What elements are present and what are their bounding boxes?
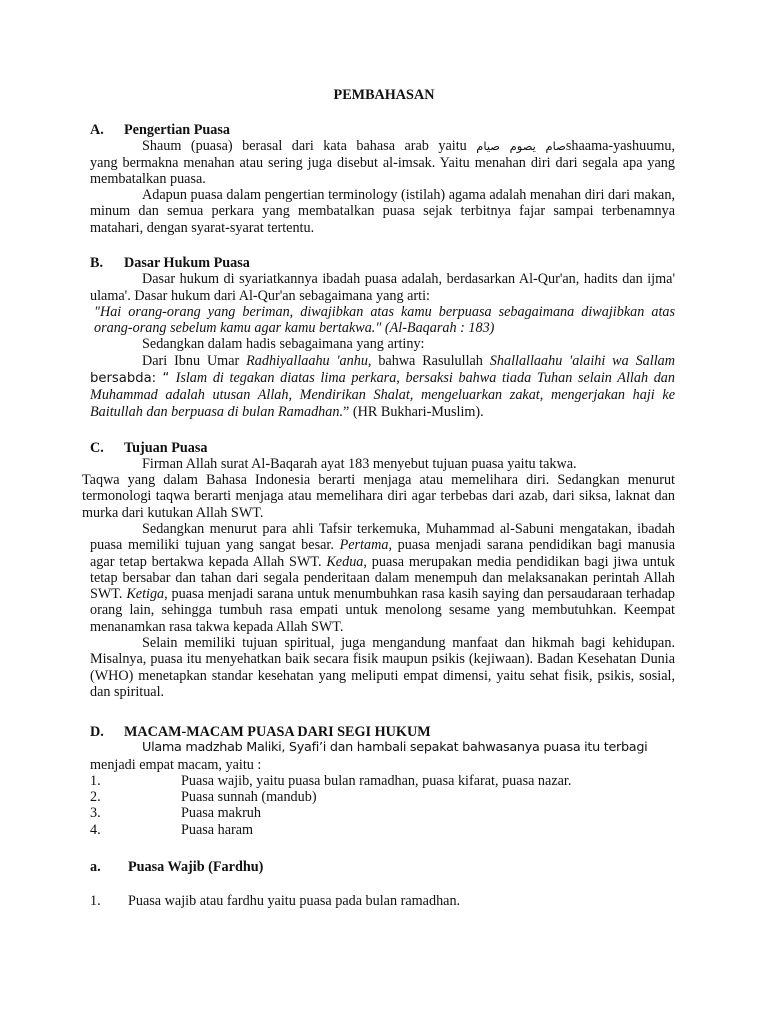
list-item-text: Puasa makruh bbox=[181, 805, 261, 822]
subsection-a bbox=[90, 859, 675, 875]
section-c-letter: C. bbox=[90, 440, 104, 456]
section-b-hadith-paragraph bbox=[90, 353, 675, 420]
section-c-p3-text-d: , puasa menjadi sarana untuk menumbuhkan rasa kasih saying dan persaudaraan terhadap orang lain, sehingga tumbuh rasa empati untuk menolong sesame yang membutuhkan. Keempat menanamkan rasa takwa kepada Allah SWT. bbox=[90, 586, 675, 635]
section-a bbox=[90, 122, 675, 236]
section-a-heading bbox=[90, 122, 675, 138]
section-c-p3-text-b: , puasa menjadi sarana pendidikan bagi manusia agar tetap bertakwa kepada Allah SWT. bbox=[90, 537, 676, 570]
hadith-close-quote: ” bbox=[343, 403, 350, 420]
list-item-number: 3. bbox=[90, 805, 101, 822]
section-b-quran-quote: "Hai orang-orang yang beriman, diwajibkan atas kamu berpuasa sebagaimana diwajibkan atas orang-orang sebelum kamu agar kamu bertakwa." (Al-Baqarah : 183) bbox=[94, 303, 675, 337]
section-c-paragraph-2: Taqwa yang dalam Bahasa Indonesia berarti menjaga atau memelihara diri. Sedangkan menurut termonologi taqwa berarti menjaga atau memelihara diri agar terbebas dari azab, dari siksa, laknat dan murka dari kutukan Allah SWT. bbox=[82, 472, 675, 521]
section-c-paragraph-3 bbox=[90, 521, 675, 635]
list-item bbox=[90, 822, 675, 838]
section-d-letter: D. bbox=[90, 724, 104, 740]
section-c-pertama: Pertama bbox=[339, 537, 389, 554]
section-c-paragraph-1: Firman Allah surat Al-Baqarah ayat 183 menyebut tujuan puasa yaitu takwa. bbox=[142, 456, 577, 473]
section-c-p3-text-a: Sedangkan menurut para ahli Tafsir terkemuka, Muhammad al-Sabuni mengatakan, ibadah puasa memiliki tujuan yang sangat besar. bbox=[90, 521, 675, 554]
section-d-title: MACAM-MACAM PUASA DARI SEGI HUKUM bbox=[124, 724, 431, 740]
list-item-number: 4. bbox=[90, 821, 101, 838]
puasa-types-list bbox=[90, 773, 675, 838]
list-item-text: Puasa wajib, yaitu puasa bulan ramadhan, puasa kifarat, puasa nazar. bbox=[181, 772, 572, 789]
subsection-a-letter: a. bbox=[90, 859, 101, 875]
list-item-number: 2. bbox=[90, 789, 101, 806]
section-d bbox=[90, 724, 675, 838]
list-item-number: 1. bbox=[90, 893, 101, 909]
section-b-title: Dasar Hukum Puasa bbox=[124, 255, 250, 271]
section-a-paragraph-1-line-1 bbox=[90, 138, 675, 154]
list-item bbox=[90, 773, 675, 789]
section-c-title: Tujuan Puasa bbox=[124, 440, 208, 456]
subsection-a-heading bbox=[90, 859, 675, 875]
section-c-p3-text-c: , puasa merupakan media pendidikan bagi jiwa untuk tetap bersabar dan tahan dari segala penderitaan dalam menempuh dan melaksanakan perintah Allah SWT. bbox=[90, 553, 675, 603]
hadith-source: (HR Bukhari-Muslim). bbox=[349, 403, 484, 420]
section-a-paragraph-2: Adapun puasa dalam pengertian terminology (istilah) agama adalah menahan diri dari makan, minum dan semua perkara yang membatalkan puasa sejak terbitnya fajar sampai terbenamnya matahari, dengan syarat-syarat tertentu. bbox=[90, 187, 675, 236]
page-title: PEMBAHASAN bbox=[333, 87, 435, 103]
hadith-mid: , bahwa Rasulullah bbox=[367, 352, 490, 369]
section-a-paragraph-1-cont: yang bermakna menahan atau sering juga disebut al-imsak. Yaitu menahan diri dari segala apa yang membatalkan puasa. bbox=[90, 154, 675, 187]
section-b-paragraph-2: Sedangkan dalam hadis sebagaimana yang artiny: bbox=[142, 336, 425, 353]
list-item bbox=[90, 789, 675, 805]
hadith-radhiyallaahu: Radhiyallaahu 'anhu bbox=[246, 352, 368, 369]
section-c-ketiga: Ketiga bbox=[126, 586, 165, 603]
section-b-heading bbox=[90, 255, 675, 271]
list-item bbox=[90, 805, 675, 821]
section-a-letter: A. bbox=[90, 122, 104, 138]
hadith-bersabda: bersabda: “ bbox=[90, 371, 176, 387]
list-item-text: Puasa sunnah (mandub) bbox=[181, 789, 317, 806]
section-c-paragraph-4: Selain memiliki tujuan spiritual, juga mengandung manfaat dan hikmah bagi kehidupan. Misalnya, puasa itu menyehatkan baik secara fisik maupun psikis (kejiwaan). Badan Kesehatan Dunia (WHO) menetapkan standar kesehatan yang meliputi empat dimensi, yaitu sehat fisik, psikis, sosial, dan spiritual. bbox=[90, 635, 675, 700]
hadith-quote: Islam di tegakan diatas lima perkara, bersaksi bahwa tiada Tuhan selain Allah dan Muhammad adalah utusan Allah, Mendirikan Shalat, mengeluarkan zakat, mengerjakan haji ke Baitullah dan berpuasa di bulan Ramadhan. bbox=[90, 370, 675, 420]
section-d-paragraph-line-1: Ulama madzhab Maliki, Syafi’i dan hambali sepakat bahwasanya puasa itu terbagi bbox=[142, 740, 648, 756]
section-d-paragraph-line-2: menjadi empat macam, yaitu : bbox=[90, 756, 262, 773]
list-item-number: 1. bbox=[90, 772, 101, 789]
section-b-letter: B. bbox=[90, 255, 104, 271]
hadith-intro: Dari Ibnu Umar bbox=[142, 352, 247, 369]
list-item bbox=[90, 893, 675, 909]
section-c-kedua: Kedua bbox=[326, 553, 364, 570]
subsection-a-title: Puasa Wajib (Fardhu) bbox=[128, 859, 264, 875]
section-a-p1-post: shaama-yashuumu, bbox=[565, 138, 675, 155]
subsection-a-list bbox=[90, 893, 675, 909]
section-b bbox=[90, 255, 675, 420]
section-a-arabic-text: صام يصوم صيام bbox=[476, 139, 566, 154]
list-item-text: Puasa wajib atau fardhu yaitu puasa pada bulan ramadhan. bbox=[128, 893, 461, 909]
section-a-p1-pre: Shaum (puasa) berasal dari kata bahasa arab yaitu bbox=[142, 138, 477, 155]
section-c-heading bbox=[90, 440, 675, 456]
section-c bbox=[90, 440, 675, 473]
hadith-shallallaahu: Shallallaahu 'alaihi wa Sallam bbox=[489, 352, 675, 369]
section-c-body bbox=[82, 472, 675, 521]
section-d-heading bbox=[90, 724, 675, 740]
section-c-body-2 bbox=[90, 521, 675, 700]
list-item-text: Puasa haram bbox=[181, 821, 254, 838]
section-a-title: Pengertian Puasa bbox=[124, 122, 231, 138]
section-b-paragraph-1: Dasar hukum di syariatkannya ibadah puasa adalah, berdasarkan Al-Qur'an, hadits dan ijma' ulama'. Dasar hukum dari Al-Qur'an sebagaimana yang arti: bbox=[90, 271, 675, 304]
